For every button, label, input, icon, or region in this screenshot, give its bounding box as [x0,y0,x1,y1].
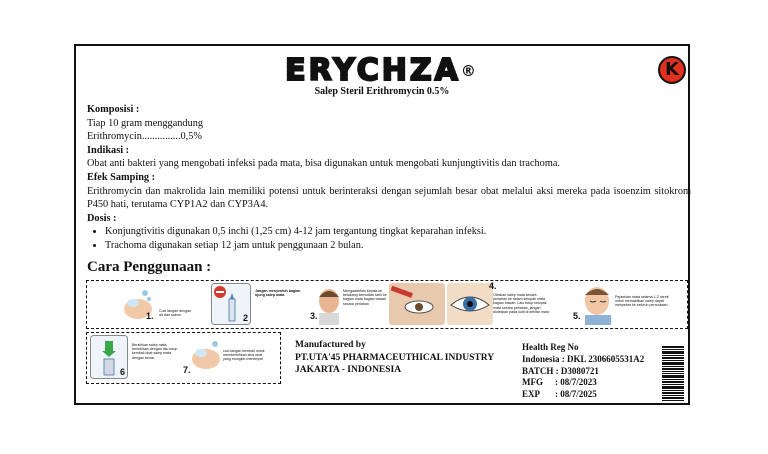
usage-step-2 [211,283,303,327]
step-number: 1. [146,311,154,321]
usage-steps-row-2 [86,332,281,384]
product-label [74,44,690,405]
dosis-list [87,225,691,252]
step-number: 2 [243,313,249,323]
komposisi-line: Tiap 10 gram menggandung [87,117,204,129]
batch-number: BATCH : D3080721 [522,365,599,376]
dosis-item: • Konjungtivitis digunakan 0,5 inchi (1,25 cm) 4-12 jam tergantung tingkat keparahan infeksi. [105,225,691,239]
usage-step-1 [121,283,193,327]
step-number: 5. [573,311,581,321]
health-reg-heading: Health Reg No [522,342,579,352]
apply-ointment-illustration [389,283,445,325]
manufacturer-block [295,339,494,377]
exp-date: EXP : 08/7/2025 [522,389,597,400]
komposisi-line: Erithromycin...............0,5% [87,131,202,143]
komposisi-heading: Komposisi : [87,104,140,115]
mfg-date: MFG : 08/7/2023 [522,377,597,388]
step-number: 4. [489,281,497,291]
step-text: Cuci tangan dengan air dan sabun. [159,309,192,318]
handwash-again-illustration [189,335,223,375]
indikasi-heading: Indikasi : [87,144,130,156]
step-number: 3. [310,311,318,321]
product-subtitle: Salep Steril Erithromycin 0.5% [314,86,450,97]
efek-text: Erithromycin dan makrolida lain memiliki potensi untuk berinteraksi dengan sejumlah besar obat melalui aksi mereka pada isoenzim sitokrom P450 hati, terutama CYP1A2 dan CYP3A4. [87,185,691,211]
manufacturer-city: JAKARTA - INDONESIA [295,365,402,375]
step-text: Oleskan salep mata secara perlahan ke dalam kelopak mata bagian bawah. Lalu tutup kelopak mata secara perlahan, jangan dioleskan pada kulit di sekitar mata [493,293,549,314]
manufacturer-heading: Manufactured by [295,340,366,350]
usage-steps-row-1 [86,280,688,329]
registration-block [522,342,644,401]
step-text: Mengadahkan kepala ke belakang kemudian tarik ke bagian mata bagian bawah secara perlahan [343,289,387,306]
k-logo-icon: K [658,56,686,84]
usage-step-7 [183,335,279,379]
usage-step-6 [90,335,180,379]
step-number: 7. [183,365,191,375]
dosis-heading: Dosis : [87,212,117,224]
indikasi-text: Obat anti bakteri yang mengobati infeksi pada mata, bisa digunakan untuk mengobati kunjungtivitis dan trachoma. [87,158,560,170]
usage-step-5 [573,283,687,327]
barcode-icon [662,346,684,401]
brand-title [76,53,688,88]
step-text: Jangan menyentuh bagian ujung salep mata [255,289,301,298]
step-number: 6 [120,367,126,377]
cara-heading: Cara Penggunaan : [87,259,212,275]
step-text: cuci tangan kembali untuk membersihkan sisa obat yang mungkin menempel [223,349,265,362]
eye-illustration [447,283,493,325]
dosis-item: • Trachoma digunakan setiap 12 jam untuk penggunaan 2 bulan. [105,239,691,253]
registered-mark: ® [460,62,479,80]
step-text: Bersihkan salep mata berlebihan dengan tisu tutup kembali obat salep mata dengan benar. [132,343,178,360]
product-information [87,103,691,253]
health-reg-number: Indonesia : DKL 2306605531A2 [522,353,645,364]
manufacturer-name: PT.UTA'45 PHARMACEUTHICAL INDUSTRY [295,352,495,363]
brand-name: ERYCHZA [285,53,461,88]
efek-heading: Efek Samping : [87,171,156,183]
usage-step-4 [389,283,585,327]
usage-step-3 [310,283,401,327]
step-text: Pejamkan mata selama 1-2 menit untuk memastikan salep dapat menyebar ke seluruh permukaan. [615,295,669,308]
